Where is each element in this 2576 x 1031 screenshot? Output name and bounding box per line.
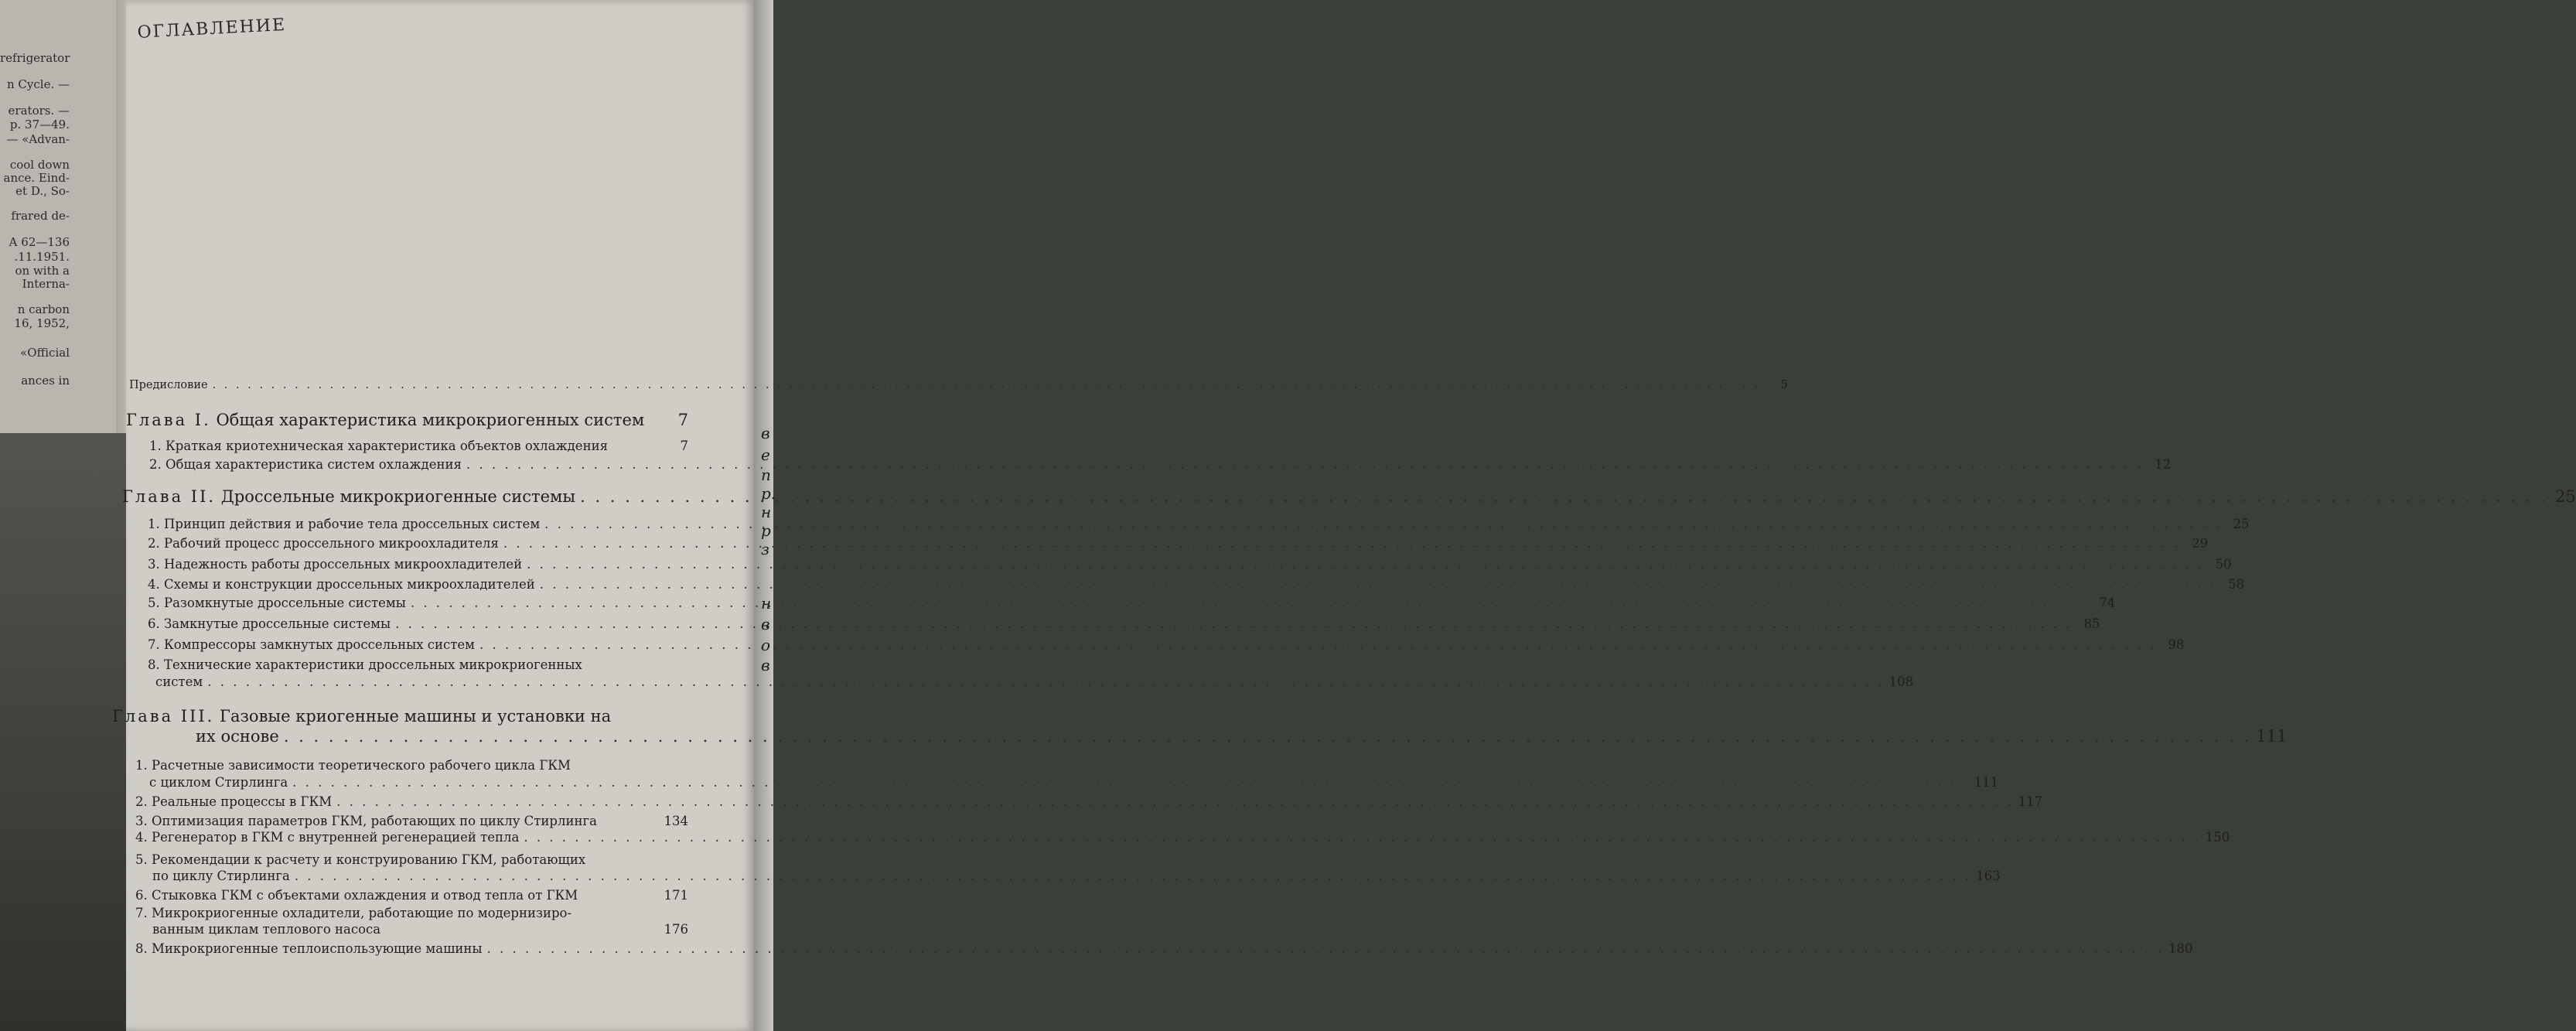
right-fragment: е (761, 446, 770, 464)
left-fragment: 16, 1952, (14, 316, 70, 330)
toc-chapter (122, 487, 2576, 506)
toc-page-number: 25 (2233, 517, 2250, 531)
toc-page-number: 117 (2018, 794, 2043, 809)
toc-section (148, 517, 2250, 531)
right-fragment: п (761, 466, 771, 484)
toc-section (148, 577, 2245, 592)
toc-page-number: 7 (677, 411, 688, 429)
toc-page-number: 29 (2192, 536, 2209, 551)
toc-chapter-label: Глава III. (112, 707, 215, 725)
toc-section-title-cont: с циклом Стирлинга (149, 775, 288, 790)
toc-page-number: 163 (1976, 869, 2001, 883)
toc-leader-dots (466, 457, 2143, 472)
toc-chapter-title: Газовые криогенные машины и установки на (220, 707, 612, 725)
toc-page-number: 134 (664, 814, 688, 828)
toc-section-title: 1. Расчетные зависимости теоретического рабочего цикла ГКМ (135, 758, 571, 773)
toc-leader-dots (540, 577, 2216, 592)
toc-page-number: 176 (664, 922, 688, 937)
toc-preface (129, 379, 1788, 391)
toc-section-title: 2. Рабочий процесс дроссельного микроохладителя (148, 536, 499, 551)
left-fragment: .11.1951. (14, 250, 70, 264)
toc-chapter-title-cont: их основе (196, 727, 279, 746)
toc-section-title: 7. Компрессоры замкнутых дроссельных систем (148, 637, 475, 652)
toc-section (148, 536, 2209, 551)
toc-leader-dots (479, 637, 2156, 652)
toc-preface-label: Предисловие (129, 379, 208, 391)
toc-leader-dots (411, 596, 2087, 610)
toc-leader-dots (213, 379, 1760, 391)
toc-page-number: 5 (1780, 379, 1788, 391)
page-title: ОГЛАВЛЕНИЕ (137, 15, 287, 43)
right-fragment: р. (761, 484, 776, 503)
toc-section (148, 557, 2232, 572)
toc-section (135, 830, 2230, 845)
toc-section-title-cont: систем (155, 674, 203, 689)
toc-chapter (196, 727, 2288, 746)
toc-section-title: 5. Разомкнутые дроссельные системы (148, 596, 406, 610)
toc-section-title: 2. Реальные процессы в ГКМ (135, 794, 333, 809)
toc-leader-dots (292, 775, 1969, 790)
left-fragment: n Cycle. — (7, 77, 70, 91)
toc-section (149, 439, 688, 453)
toc-page-number: 74 (2099, 596, 2116, 610)
toc-section-title: 8. Технические характеристики дроссельных микрокриогенных (148, 657, 582, 672)
toc-page-number: 180 (2168, 941, 2193, 956)
toc-section (135, 794, 2043, 809)
toc-page-number: 85 (2083, 616, 2100, 631)
left-page-shadow (0, 433, 135, 1031)
right-fragment: н (761, 594, 772, 613)
right-fragment: р (761, 521, 771, 540)
table-of-contents (112, 0, 2576, 1031)
toc-leader-dots (487, 941, 2164, 956)
toc-section-title: 1. Принцип действия и рабочие тела дроссельных систем (148, 517, 541, 531)
toc-chapter-label: Глава I. (126, 411, 211, 429)
left-fragment: ance. Eind- (3, 171, 70, 185)
toc-page-number: 150 (2205, 830, 2230, 845)
left-fragment: cool down (9, 158, 70, 172)
right-fragment: в (761, 424, 770, 442)
left-fragment: n carbon (17, 302, 70, 316)
toc-section-title: 5. Рекомендации к расчету и конструированию ГКМ, работающих (135, 852, 586, 867)
toc-section (135, 814, 688, 828)
right-fragment: о (761, 636, 771, 654)
toc-section-title: 8. Микрокриогенные теплоиспользующие машины (135, 941, 483, 956)
left-fragment: et D., So- (15, 184, 70, 198)
right-fragment: в (761, 615, 770, 633)
toc-page-number: 7 (680, 439, 688, 453)
left-fragment: frared de- (11, 209, 70, 223)
right-fragment: н (761, 503, 772, 521)
right-fragment: в (761, 656, 770, 674)
toc-leader-dots (544, 517, 2221, 531)
toc-page-number: 12 (2155, 457, 2172, 472)
toc-section (149, 775, 1999, 790)
left-adjacent-page (0, 0, 135, 1031)
toc-section (152, 922, 688, 937)
toc-chapter (126, 411, 688, 429)
toc-leader-dots (207, 674, 1884, 689)
left-fragment: p. 37—49. (9, 118, 70, 131)
toc-section (148, 616, 2100, 631)
book-page (112, 0, 2576, 1031)
toc-page-number: 111 (2256, 727, 2288, 746)
left-fragment: A 62—136 (9, 235, 70, 249)
toc-section-title: 1. Краткая криотехническая характеристика объектов охлаждения (149, 439, 608, 453)
toc-page-number: 111 (1974, 775, 1999, 790)
right-fragment: з (761, 540, 769, 558)
toc-section (135, 941, 2193, 956)
toc-chapter-heading (112, 707, 611, 725)
toc-section (135, 888, 688, 903)
toc-section-title: 6. Замкнутые дроссельные системы (148, 616, 391, 631)
toc-section-title: 3. Оптимизация параметров ГКМ, работающих по циклу Стирлинга (135, 814, 597, 828)
toc-section (149, 457, 2172, 472)
toc-section-title: 7. Микрокриогенные охладители, работающие по модернизиро- (135, 906, 572, 920)
toc-leader-dots (336, 794, 2013, 809)
toc-section-title: 4. Схемы и конструкции дроссельных микроохладителей (148, 577, 535, 592)
toc-page-number: 108 (1888, 674, 1914, 689)
toc-leader-dots (395, 616, 2072, 631)
toc-section (155, 674, 1914, 689)
toc-leader-dots (580, 487, 2548, 506)
toc-page-number: 25 (2554, 487, 2576, 506)
toc-section (152, 869, 2001, 883)
toc-page-number: 58 (2228, 577, 2245, 592)
toc-leader-dots (524, 830, 2200, 845)
toc-section-title-cont: по циклу Стирлинга (152, 869, 290, 883)
left-fragment: erators. — (8, 104, 70, 118)
left-fragment: Interna- (22, 277, 70, 291)
toc-page-number: 50 (2215, 557, 2232, 572)
toc-section-title: 3. Надежность работы дроссельных микроохладителей (148, 557, 523, 572)
toc-leader-dots (295, 869, 1971, 883)
toc-section-title: 4. Регенератор в ГКМ с внутренней регенерацией тепла (135, 830, 520, 845)
toc-chapter-title: Дроссельные микрокриогенные системы (220, 487, 576, 506)
toc-page-number: 171 (664, 888, 688, 903)
toc-section-title-cont: ванным циклам теплового насоса (152, 922, 381, 937)
left-fragment: on with a (15, 264, 70, 278)
toc-section (148, 637, 2185, 652)
toc-leader-dots (527, 557, 2203, 572)
toc-section-title: 2. Общая характеристика систем охлаждения (149, 457, 462, 472)
toc-section-title: 6. Стыковка ГКМ с объектами охлаждения и отвод тепла от ГКМ (135, 888, 578, 903)
toc-chapter-title: Общая характеристика микрокриогенных систем (216, 411, 645, 429)
left-fragment: ances in (21, 374, 70, 387)
toc-chapter-label: Глава II. (122, 487, 217, 506)
toc-page-number: 98 (2168, 637, 2185, 652)
toc-section (148, 596, 2116, 610)
left-fragment: «Official (20, 346, 70, 360)
left-fragment: — «Advan- (6, 132, 70, 146)
left-fragment: refrigerator (0, 51, 70, 65)
toc-leader-dots (284, 727, 2252, 746)
toc-leader-dots (503, 536, 2180, 551)
